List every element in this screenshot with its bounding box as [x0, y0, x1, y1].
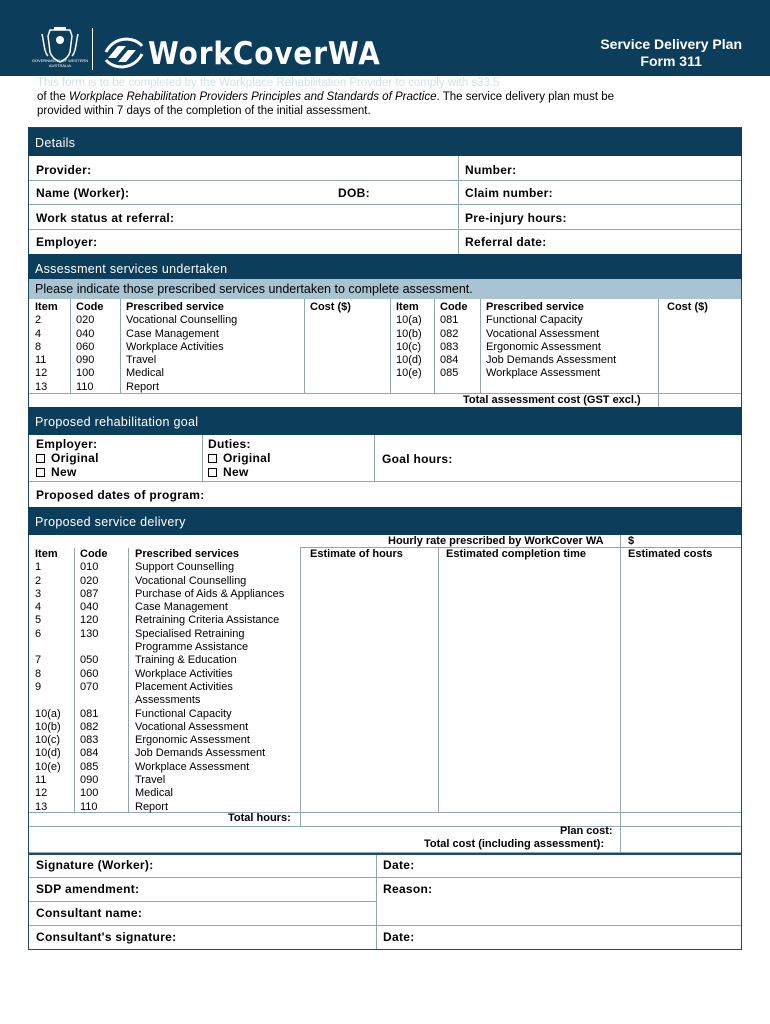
- goal-heading: Proposed rehabilitation goal: [28, 407, 742, 435]
- delivery-service-col: Prescribed services Support Counselling Vocational Counselling Purchase of Aids & Appliances Case Management Retraining Criteria Assistance Specialised Retraining Programme Assistance Training & Education Workplace Activities Placement Activities Assessments Functional Capacity Vocational Assessment Ergonomic Assessment Job Demands Assessment Workplace Assessment Travel Medical Report: [135, 548, 285, 813]
- page-header: [0, 0, 770, 76]
- employer-field[interactable]: Employer:: [36, 235, 98, 249]
- delivery-code-col: Code 010 020 087 040 120 130 050 060 070 081 082 083 084 085 090 100 110: [80, 548, 108, 813]
- checkbox-icon: [208, 468, 217, 477]
- checkbox-icon: [36, 454, 45, 463]
- workcover-logo-icon: [104, 36, 144, 70]
- assessment-right-code-col: Code 081 082 083 084 085: [440, 301, 468, 380]
- total-hours-label: Total hours:: [228, 812, 291, 824]
- estimate-hours-header: Estimate of hours: [310, 548, 403, 560]
- assessment-left-code-col: Code 020 040 060 090 100 110: [76, 301, 104, 393]
- total-assessment-cost-label: Total assessment cost (GST excl.): [463, 394, 641, 406]
- assessment-left-item-col: Item 2 4 8 11 12 13: [35, 301, 58, 393]
- estimated-costs-header: Estimated costs: [628, 548, 713, 560]
- consultant-name-field[interactable]: Consultant name:: [36, 906, 143, 920]
- duties-new-checkbox[interactable]: New: [208, 465, 271, 479]
- duties-original-checkbox[interactable]: Original: [208, 451, 271, 465]
- dollar-sign: $: [628, 535, 635, 547]
- intro-text: This form is to be completed by the Workplace Rehabilitation Provider to comply with s33.5 of the Workplace Rehabilitation Providers Principles and Standards of Practice. The service delivery plan must be provided within 7 days of the completion of the initial assessment.: [37, 77, 614, 117]
- gov-wa-text: GOVERNMENT OF WESTERN AUSTRALIA: [31, 58, 89, 68]
- employer-new-checkbox[interactable]: New: [36, 465, 99, 479]
- claim-number-field[interactable]: Claim number:: [465, 186, 553, 200]
- assessment-right-cost-header: Cost ($): [667, 301, 708, 313]
- header-divider: [92, 28, 93, 70]
- form-title: Service Delivery Plan Form 311: [600, 36, 742, 69]
- brand-name: WorkCoverWA: [148, 36, 381, 72]
- delivery-item-col: Item 1 2 3 4 5 6 7 8 9 10(a) 10(b) 10(c) 10(d) 10(e) 11 12 13: [35, 548, 61, 813]
- reason-field[interactable]: Reason:: [383, 882, 433, 896]
- worker-signature-field[interactable]: Signature (Worker):: [36, 858, 154, 872]
- goal-hours-field[interactable]: Goal hours:: [382, 452, 453, 466]
- delivery-heading: Proposed service delivery: [28, 507, 742, 535]
- assessment-left-service-col: Prescribed service Vocational Counselling Case Management Workplace Activities Travel Medical Report: [126, 301, 238, 393]
- checkbox-icon: [36, 468, 45, 477]
- worker-name-field[interactable]: Name (Worker):: [36, 186, 130, 200]
- goal-duties-group: Duties: Original New: [208, 437, 271, 479]
- number-field[interactable]: Number:: [465, 163, 517, 177]
- goal-employer-group: Employer: Original New: [36, 437, 99, 479]
- consultant-signature-field[interactable]: Consultant's signature:: [36, 930, 177, 944]
- details-heading: Details: [28, 128, 742, 156]
- worker-date-field[interactable]: Date:: [383, 858, 415, 872]
- assessment-instruction: Please indicate those prescribed services undertaken to complete assessment.: [29, 279, 741, 299]
- plan-cost-label: Plan cost:: [560, 825, 613, 837]
- consultant-date-field[interactable]: Date:: [383, 930, 415, 944]
- dob-field[interactable]: DOB:: [338, 186, 370, 200]
- referral-date-field[interactable]: Referral date:: [465, 235, 547, 249]
- assessment-right-service-col: Prescribed service Functional Capacity Vocational Assessment Ergonomic Assessment Job Demands Assessment Workplace Assessment: [486, 301, 617, 380]
- assessment-right-item-col: Item 10(a) 10(b) 10(c) 10(d) 10(e): [396, 301, 422, 380]
- sdp-amendment-field[interactable]: SDP amendment:: [36, 882, 140, 896]
- provider-field[interactable]: Provider:: [36, 163, 92, 177]
- completion-time-header: Estimated completion time: [446, 548, 586, 560]
- assessment-left-cost-header: Cost ($): [310, 301, 351, 313]
- work-status-field[interactable]: Work status at referral:: [36, 211, 175, 225]
- pre-injury-hours-field[interactable]: Pre-injury hours:: [465, 211, 567, 225]
- hourly-rate-label: Hourly rate prescribed by WorkCover WA: [388, 535, 604, 547]
- program-dates-field[interactable]: Proposed dates of program:: [36, 488, 205, 502]
- checkbox-icon: [208, 454, 217, 463]
- total-cost-label: Total cost (including assessment):: [424, 838, 605, 850]
- assessment-heading: Assessment services undertaken: [28, 254, 742, 282]
- employer-original-checkbox[interactable]: Original: [36, 451, 99, 465]
